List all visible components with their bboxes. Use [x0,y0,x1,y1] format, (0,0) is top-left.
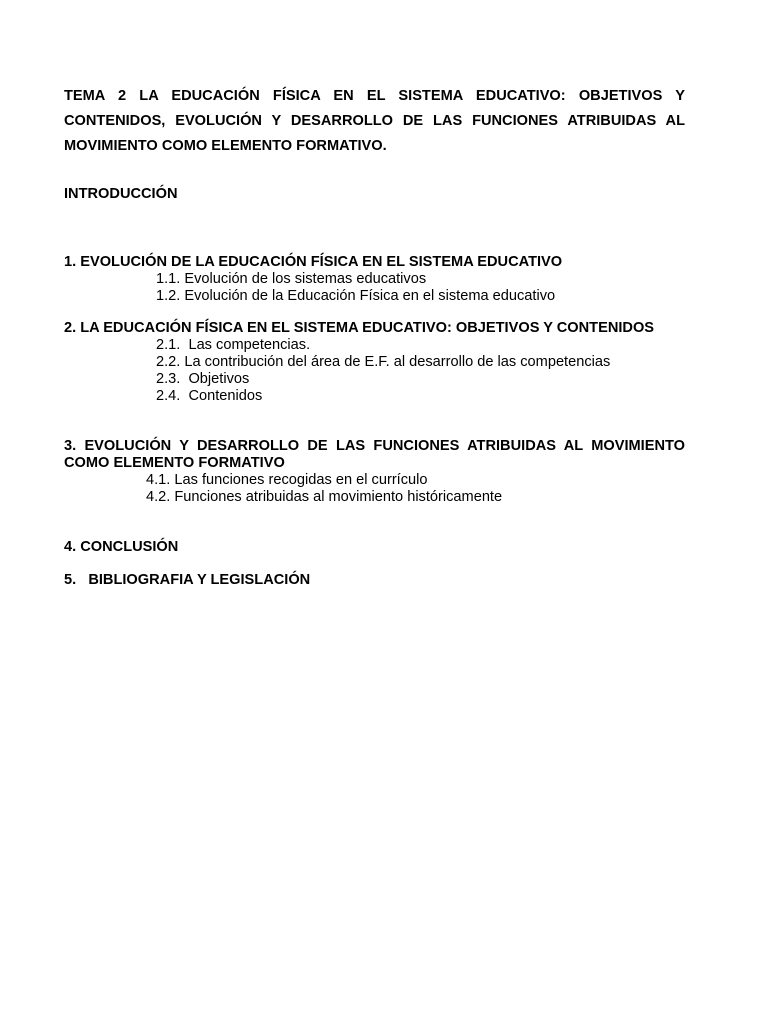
section-4 [64,539,685,556]
section-heading: 2. LA EDUCACIÓN FÍSICA EN EL SISTEMA EDUCATIVO: OBJETIVOS Y CONTENIDOS [64,320,655,336]
document-title-block [64,84,685,159]
document-title: TEMA 2 LA EDUCACIÓN FÍSICA EN EL SISTEMA EDUCATIVO: OBJETIVOS Y CONTENIDOS, EVOLUCIÓN Y DESARROLLO DE LAS FUNCIONES ATRIBUIDAS AL MOVIMIENTO COMO ELEMENTO FORMATIVO. [64,88,685,154]
section-5 [64,572,685,589]
subsection-item: 4.2. Funciones atribuidas al movimiento históricamente [146,489,503,505]
subsection-item: 2.3. Objetivos [156,371,250,387]
introduccion-heading: INTRODUCCIÓN [64,186,178,202]
section-2 [64,320,685,405]
section-3 [64,438,685,506]
subsection-item: 4.1. Las funciones recogidas en el currículo [146,472,428,488]
subsection-item: 1.1. Evolución de los sistemas educativos [156,271,427,287]
subsection-item: 2.1. Las competencias. [156,337,311,353]
subsection-item: 2.4. Contenidos [156,388,263,404]
section-1 [64,254,685,305]
section-heading: 1. EVOLUCIÓN DE LA EDUCACIÓN FÍSICA EN EL SISTEMA EDUCATIVO [64,254,563,270]
section-heading: 4. CONCLUSIÓN [64,539,179,555]
subsection-item: 1.2. Evolución de la Educación Física en el sistema educativo [156,288,556,304]
section-heading: 5. BIBLIOGRAFIA Y LEGISLACIÓN [64,572,311,588]
section-heading: 3. EVOLUCIÓN Y DESARROLLO DE LAS FUNCIONES ATRIBUIDAS AL MOVIMIENTO COMO ELEMENTO FORMATIVO [64,438,685,471]
subsection-item: 2.2. La contribución del área de E.F. al desarrollo de las competencias [156,354,611,370]
